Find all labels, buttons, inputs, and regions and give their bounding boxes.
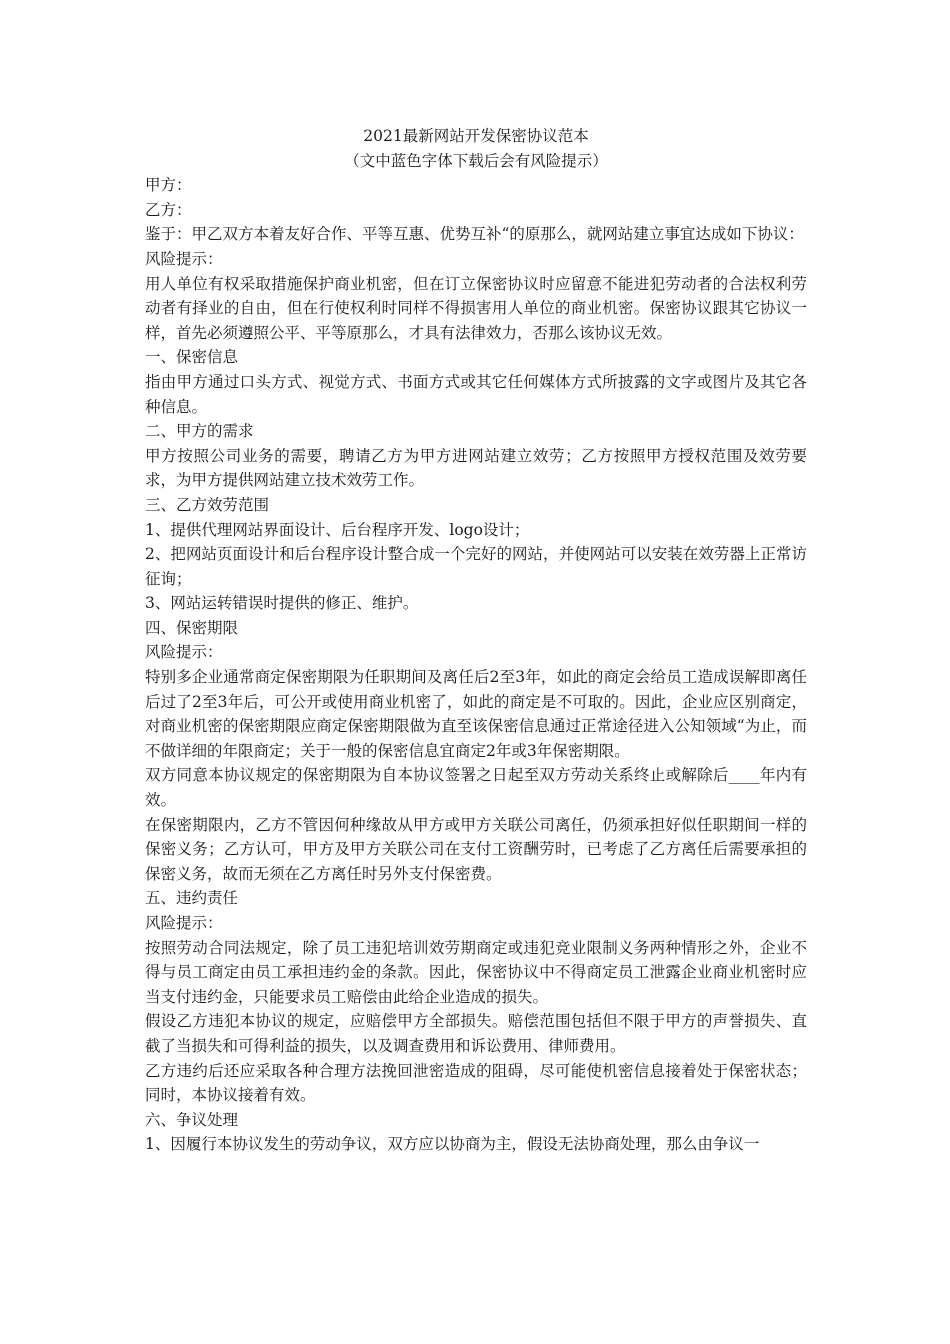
body-paragraph: 甲方按照公司业务的需要，聘请乙方为甲方进网站建立效劳；乙方按照甲方授权范围及效劳要求，为甲方提供网站建立技术效劳工作。 [145, 446, 807, 490]
risk-notice-heading: 风险提示： [145, 643, 223, 662]
preamble-paragraph: 鉴于：甲乙双方本着友好合作、平等互惠、优势互补“的原那么，就网站建立事宜达成如下协议： [145, 225, 804, 244]
section-heading: 二、甲方的需求 [145, 422, 254, 441]
party-a-line: 甲方： [145, 176, 192, 195]
body-paragraph: 指由甲方通过口头方式、视觉方式、书面方式或其它任何媒体方式所披露的文字或图片及其它各种信息。 [145, 372, 807, 416]
section-heading: 五、违约责任 [145, 889, 239, 908]
list-item: 3、网站运转错误时提供的修正、维护。 [145, 594, 419, 613]
section-heading: 四、保密期限 [145, 618, 239, 637]
body-paragraph: 乙方违约后还应采取各种合理方法挽回泄密造成的阻碍，尽可能使机密信息接着处于保密状态；同时，本协议接着有效。 [145, 1061, 807, 1105]
document-title: 2021最新网站开发保密协议范本 [363, 127, 589, 145]
risk-notice-heading: 风险提示： [145, 914, 223, 932]
section-heading: 六、争议处理 [145, 1110, 239, 1129]
risk-notice-paragraph: 特别多企业通常商定保密期限为任职期间及离任后2至3年，如此的商定会给员工造成误解即离任后过了2至3年后，可公开或使用商业机密了，如此的商定是不可取的。因此，企业应区别商定，对商业机密的保密期限应商定保密期限做为直至该保密信息通过正常途径进入公知领域“为止，而不做详细的年限商定；关于一般的保密信息宜商定2年或3年保密期限。 [145, 668, 807, 760]
list-item: 2、把网站页面设计和后台程序设计整合成一个完好的网站，并使网站可以安装在效劳器上正常访征询； [145, 545, 807, 588]
body-paragraph: 假设乙方违犯本协议的规定，应赔偿甲方全部损失。赔偿范围包括但不限于甲方的声誉损失、直截了当损失和可得利益的损失，以及调查费用和诉讼费用、律师费用。 [145, 1012, 807, 1055]
body-paragraph: 双方同意本协议规定的保密期限为自本协议签署之日起至双方劳动关系终止或解除后____年内有效。 [145, 766, 807, 810]
risk-notice-paragraph: 用人单位有权采取措施保护商业机密，但在订立保密协议时应留意不能进犯劳动者的合法权利劳动者有择业的自由，但在行使权利时同样不得损害用人单位的商业机密。保密协议跟其它协议一样，首先必须遵照公平、平等原那么，才具有法律效力，否那么该协议无效。 [145, 274, 807, 342]
body-paragraph: 1、因履行本协议发生的劳动争议，双方应以协商为主，假设无法协商处理，那么由争议一 [145, 1135, 760, 1154]
document-page [145, 124, 807, 1157]
risk-notice-heading: 风险提示： [145, 249, 223, 268]
party-b-line: 乙方： [145, 200, 192, 219]
section-heading: 一、保密信息 [145, 348, 239, 367]
section-heading: 三、乙方效劳范围 [145, 495, 270, 514]
body-paragraph: 在保密期限内，乙方不管因何种缘故从甲方或甲方关联公司离任，仍须承担好似任职期间一样的保密义务；乙方认可，甲方及甲方关联公司在支付工资酬劳时，已考虑了乙方离任后需要承担的保密义务，故而无须在乙方离任时另外支付保密费。 [145, 815, 807, 883]
risk-notice-paragraph: 按照劳动合同法规定，除了员工违犯培训效劳期商定或违犯竞业限制义务两种情形之外，企业不得与员工商定由员工承担违约金的条款。因此，保密协议中不得商定员工泄露企业商业机密时应当支付违约金，只能要求员工赔偿由此给企业造成的损失。 [145, 938, 807, 1006]
document-subtitle: （文中蓝色字体下载后会有风险提示） [344, 151, 608, 170]
list-item: 1、提供代理网站界面设计、后台程序开发、logo设计； [145, 520, 530, 539]
